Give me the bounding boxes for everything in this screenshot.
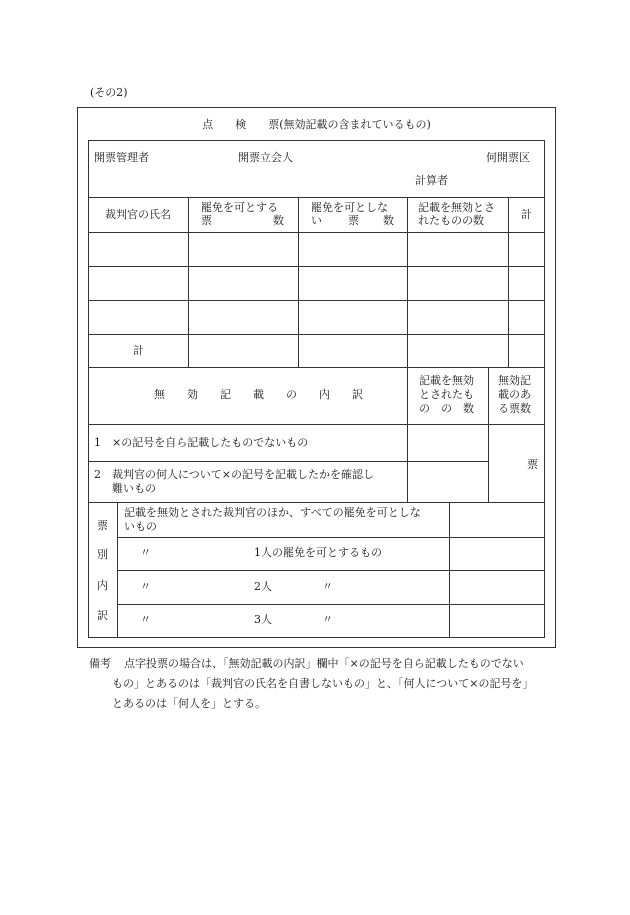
remarks-line-2: もの」とあるのは「裁判官の氏名を自書しないもの」と、「何人について×の記号を」 [112,677,534,690]
side-label-2: 別 [97,548,108,561]
vb-row2-text: 1人の罷免を可とするもの [254,546,382,559]
manager-label: 開票管理者 [94,151,149,164]
rule-vb-3 [117,604,545,605]
rule-item1 [88,461,488,462]
col-invalid-1: 記載を無効とさ [418,201,495,214]
breakdown-item-2-line2: 難いもの [112,482,156,495]
rule-item2 [88,502,545,503]
invalid-count-2: とされたも [419,388,474,401]
col-not-dismiss-2a: い [311,214,322,227]
rule-vb-1 [117,537,545,538]
col-dismiss-2b: 数 [273,214,284,227]
calculator-label: 計算者 [415,174,448,187]
vb-row4-ditto-2: 〃 [322,613,333,626]
form-number: (その2) [90,86,128,99]
breakdown-col-2 [488,367,489,502]
vb-row3-ditto-2: 〃 [322,580,333,593]
rule-row3 [88,334,545,335]
col-judge-name: 裁判官の氏名 [105,208,171,221]
rule-breakdown-head [88,424,545,425]
col-dismiss-1: 罷免を可とする [201,201,278,214]
invalid-count-3: の の 数 [419,402,474,415]
vb-row4-ditto: 〃 [140,613,151,626]
witness-label: 開票立会人 [238,151,293,164]
breakdown-item-2-line1: 2 裁判官の何人について×の記号を記載したかを確認し [94,468,374,481]
rule-total-bottom [88,367,545,368]
rule-colhead-bottom [88,232,545,233]
col-not-dismiss-2c: 数 [383,214,394,227]
side-label-4: 訳 [97,609,108,622]
remarks-label: 備考 [89,657,111,670]
invalid-count-1: 記載を無効 [419,374,474,387]
col-line-4 [508,197,509,367]
side-label-1: 票 [97,519,108,532]
district-label: 何開票区 [486,151,530,164]
vb-row3-text: 2人 [254,580,272,593]
vb-row1-line1: 記載を無効とされた裁判官のほか、すべての罷免を可としな [124,506,421,519]
col-not-dismiss-1: 罷免を可としな [311,201,388,214]
col-line-3 [407,197,408,367]
votes-1: 無効記 [498,374,531,387]
remarks-line-3: とあるのは「何人を」とする。 [112,697,266,710]
rule-vb-2 [117,570,545,571]
breakdown-col-1 [407,367,408,502]
vb-row1-line2: いもの [124,520,157,533]
total-row-label: 計 [133,344,144,357]
rule-row2 [88,300,545,301]
votes-2: 載のあ [498,388,531,401]
vb-row2-ditto: 〃 [140,546,151,559]
rule-row1 [88,266,545,267]
side-label-3: 内 [97,579,108,592]
col-line-1 [188,197,189,367]
breakdown-title: 無 効 記 載 の 内 訳 [154,388,363,401]
col-not-dismiss-2b: 票 [348,214,359,227]
vb-row3-ditto: 〃 [140,580,151,593]
col-line-2 [298,197,299,367]
vb-row4-text: 3人 [254,613,272,626]
votes-3: る票数 [498,402,531,415]
col-total: 計 [521,208,532,221]
col-dismiss-2a: 票 [201,214,212,227]
breakdown-item-1: 1 ×の記号を自ら記載したものでないもの [94,436,309,449]
col-invalid-2: れたものの数 [418,214,484,227]
rule-header-bottom [88,197,545,198]
sheet-title: 点 検 票(無効記載の含まれているもの) [202,118,431,131]
votes-unit: 票 [527,458,538,471]
remarks-line-1: 点字投票の場合は、「無効記載の内訳」欄中「×の記号を自ら記載したものでない [124,657,524,670]
